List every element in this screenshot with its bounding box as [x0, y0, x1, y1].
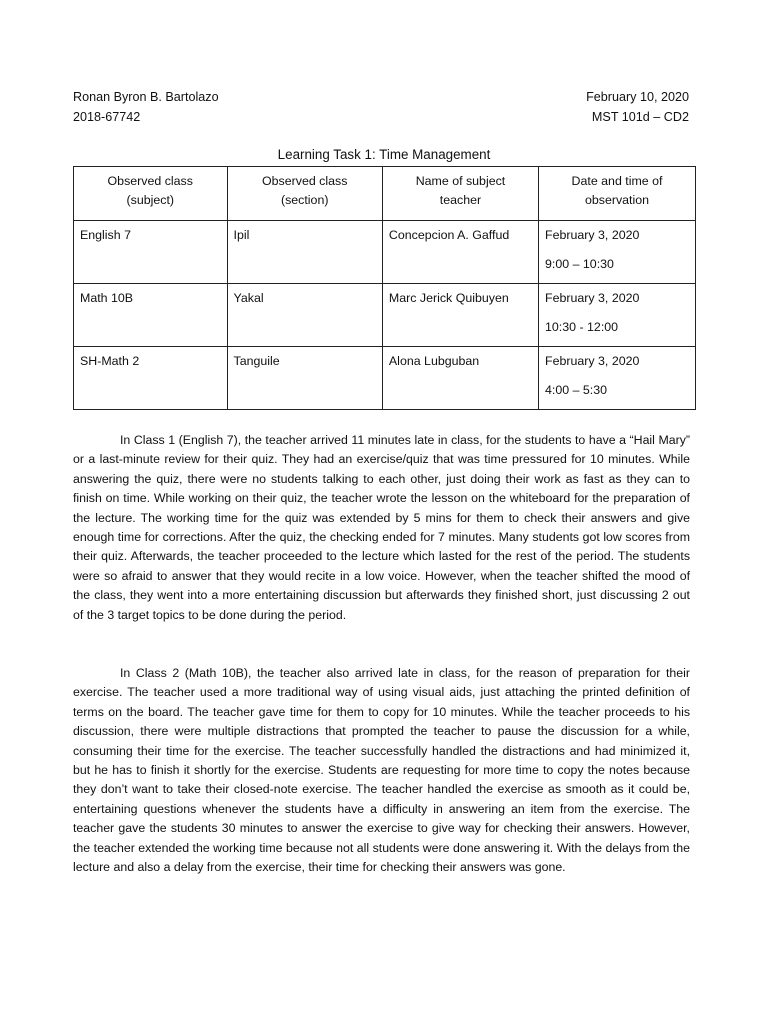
document-date: February 10, 2020 — [586, 90, 689, 104]
table-row — [74, 284, 696, 347]
cell-subject: Math 10B — [74, 284, 228, 347]
cell-section: Yakal — [227, 284, 382, 347]
cell-subject: SH-Math 2 — [74, 347, 228, 410]
author-block — [73, 87, 219, 127]
table-row — [74, 347, 696, 410]
cell-time: 4:00 – 5:30 — [545, 383, 608, 397]
table-row — [74, 221, 696, 284]
cell-teacher: Concepcion A. Gaffud — [382, 221, 538, 284]
student-id: 2018-67742 — [73, 110, 141, 124]
cell-time: 10:30 - 12:00 — [545, 320, 619, 334]
author-name: Ronan Byron B. Bartolazo — [73, 90, 219, 104]
cell-subject: English 7 — [74, 221, 228, 284]
paragraph-class-1: In Class 1 (English 7), the teacher arrived 11 minutes late in class, for the students to have a “Hail Mary” or a last-minute review for their quiz. They had an exercise/quiz that was time pressured for 10 minutes. While answering the quiz, there were no students talking to each other, just doing their work as fast as they can to finish on time. While working on their quiz, the teacher wrote the lesson on the whiteboard for the preparation of the lecture. The working time for the quiz was extended by 5 mins for them to check their answers and give enough time for corrections. After the quiz, the checking ended for 7 minutes. Many students got low scores from their quiz. Afterwards, the teacher proceeded to the lecture which lasted for the rest of the period. The students were so afraid to answer that they would recite in a low voice. However, when the teacher shifted the mood of the class, they went into a more entertaining discussion but afterwards they finished short, just discussing 2 out of the 3 target topics to be done during the period. — [73, 433, 690, 622]
header-observed-subject: Observed class (subject) — [74, 167, 228, 221]
header-date-time: Date and time of observation — [539, 167, 696, 221]
cell-date: February 3, 2020 — [545, 354, 640, 368]
cell-date-time — [539, 284, 696, 347]
cell-teacher: Marc Jerick Quibuyen — [382, 284, 538, 347]
course-code: MST 101d – CD2 — [591, 110, 689, 124]
observation-table — [73, 166, 696, 410]
header-teacher-name: Name of subject teacher — [382, 167, 538, 221]
cell-date-time — [539, 347, 696, 410]
cell-section: Ipil — [227, 221, 382, 284]
date-course-block — [586, 87, 689, 127]
cell-time: 9:00 – 10:30 — [545, 257, 614, 271]
table-header-row — [74, 167, 696, 221]
cell-section: Tanguile — [227, 347, 382, 410]
cell-date: February 3, 2020 — [545, 291, 640, 305]
header-observed-section: Observed class (section) — [227, 167, 382, 221]
paragraph-class-2: In Class 2 (Math 10B), the teacher also arrived late in class, for the reason of preparation for their exercise. The teacher used a more traditional way of using visual aids, just attaching the printed definition of terms on the board. The teacher gave time for them to copy for 10 minutes. While the teacher proceeds to his discussion, there were multiple distractions that prompted the teacher to pause the discussion for a while, consuming their time for the exercise. The teacher successfully handled the distractions and had minimized it, but he has to finish it shortly for the exercise. Students are requesting for more time to copy the notes because they don’t want to take their closed-note exercise. The teacher handled the exercise as smooth as it could be, entertaining questions whenever the students have a difficulty in answering an item from the exercise. The teacher gave the students 30 minutes to answer the exercise to give way for checking their answers. However, the teacher extended the working time because not all students were done answering it. With the delays from the lecture and also a delay from the exercise, their time for checking their answers was gone. — [73, 666, 690, 875]
cell-date-time — [539, 221, 696, 284]
cell-date: February 3, 2020 — [545, 228, 640, 242]
cell-teacher: Alona Lubguban — [382, 347, 538, 410]
document-title: Learning Task 1: Time Management — [277, 147, 491, 162]
